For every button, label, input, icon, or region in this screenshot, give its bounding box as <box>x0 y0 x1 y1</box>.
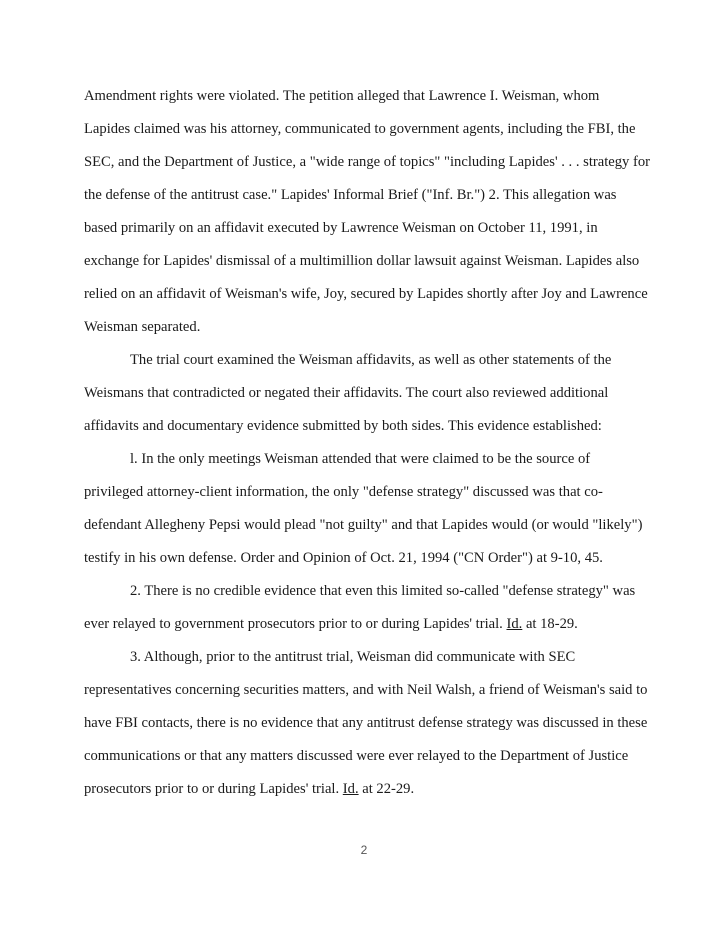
text-line-10: Weismans that contradicted or negated their affidavits. The court also reviewed additional <box>84 385 609 401</box>
text-line-13: privileged attorney-client information, the only "defense strategy" discussed was that co- <box>84 484 603 500</box>
citation-id: Id. <box>342 781 359 797</box>
text-line-4: the defense of the antitrust case." Lapides' Informal Brief ("Inf. Br.") 2. This allegation was <box>84 187 617 203</box>
text-line-11: affidavits and documentary evidence submitted by both sides. This evidence established: <box>84 418 602 434</box>
citation-id: Id. <box>506 616 523 632</box>
text-line-17-before: ever relayed to government prosecutors prior to or during Lapides' trial. <box>84 616 507 632</box>
text-line-2: Lapides claimed was his attorney, communicated to government agents, including the FBI, the <box>84 121 636 137</box>
text-line-18: 3. Although, prior to the antitrust trial, Weisman did communicate with SEC <box>130 649 576 665</box>
text-line-7: relied on an affidavit of Weisman's wife, Joy, secured by Lapides shortly after Joy and Lawrence <box>84 286 648 302</box>
text-line-22-before: prosecutors prior to or during Lapides' trial. <box>84 781 343 797</box>
text-line-8: Weisman separated. <box>84 319 201 335</box>
text-line-16: 2. There is no credible evidence that even this limited so-called "defense strategy" was <box>130 583 636 599</box>
text-line-12: l. In the only meetings Weisman attended that were claimed to be the source of <box>130 451 591 467</box>
text-line-14: defendant Allegheny Pepsi would plead "not guilty" and that Lapides would (or would "likely") <box>84 517 643 533</box>
text-line-19: representatives concerning securities matters, and with Neil Walsh, a friend of Weisman's said to <box>84 682 648 698</box>
text-line-17 <box>84 615 578 633</box>
text-line-21: communications or that any matters discussed were ever relayed to the Department of Justice <box>84 748 629 764</box>
text-line-1: Amendment rights were violated. The petition alleged that Lawrence I. Weisman, whom <box>84 88 600 104</box>
page-number: 2 <box>360 843 368 857</box>
text-line-5: based primarily on an affidavit executed by Lawrence Weisman on October 11, 1991, in <box>84 220 598 236</box>
text-line-22-after: at 22-29. <box>358 781 415 797</box>
text-line-3: SEC, and the Department of Justice, a "wide range of topics" "including Lapides' . . . strategy for <box>84 154 650 170</box>
text-line-6: exchange for Lapides' dismissal of a multimillion dollar lawsuit against Weisman. Lapides also <box>84 253 640 269</box>
text-line-17-after: at 18-29. <box>522 616 578 632</box>
text-line-15: testify in his own defense. Order and Opinion of Oct. 21, 1994 ("CN Order") at 9-10, 45. <box>84 550 603 566</box>
text-line-22 <box>84 780 414 798</box>
text-line-9: The trial court examined the Weisman affidavits, as well as other statements of the <box>130 352 612 368</box>
text-line-20: have FBI contacts, there is no evidence that any antitrust defense strategy was discussed in these <box>84 715 648 731</box>
